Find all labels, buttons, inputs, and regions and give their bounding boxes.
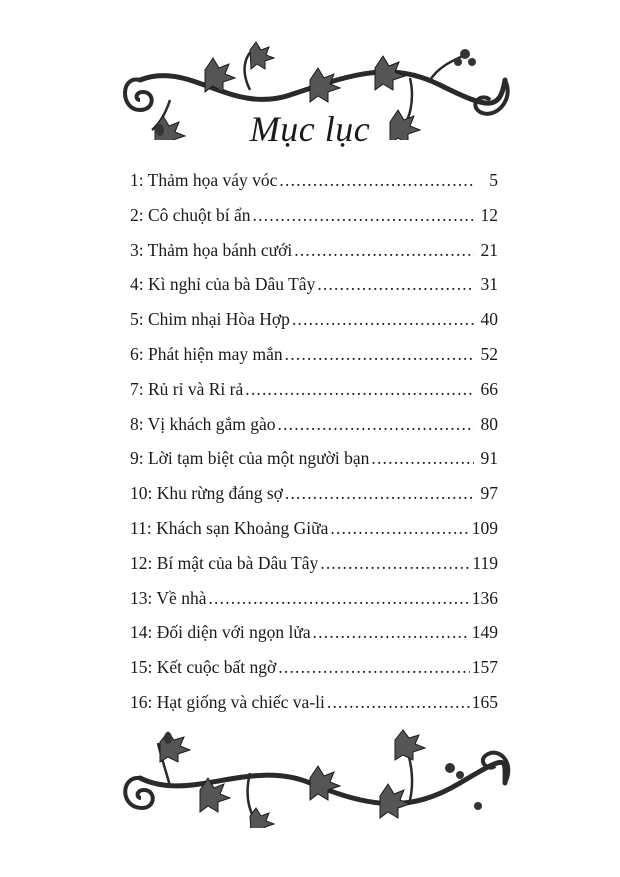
toc-entry-page: 12 [480,204,498,225]
bottom-vine-ornament [110,728,520,828]
toc-entry-page: 97 [480,483,498,504]
toc-leader-dots [245,379,474,400]
toc-leader-dots [285,344,474,365]
toc-entry-label: 7: Rủ rỉ và Rỉ rả [130,378,244,399]
toc-leader-dots [320,553,470,574]
toc-entry-page: 52 [480,343,498,364]
table-of-contents [130,170,498,727]
toc-entry[interactable] [130,588,498,623]
toc-entry-label: 16: Hạt giống và chiếc va-li [130,691,325,712]
toc-entry-page: 66 [480,378,498,399]
toc-entry-label: 3: Thảm họa bánh cưới [130,239,293,260]
toc-entry-label: 11: Khách sạn Khoảng Giữa [130,517,329,538]
toc-entry[interactable] [130,205,498,240]
toc-entry-label: 9: Lời tạm biệt của một người bạn [130,448,370,469]
toc-entry[interactable] [130,483,498,518]
toc-entry-page: 119 [472,552,498,573]
toc-entry-label: 6: Phát hiện may mắn [130,343,283,364]
toc-entry-page: 91 [480,448,498,469]
toc-entry[interactable] [130,379,498,414]
toc-entry-page: 80 [480,413,498,434]
toc-entry[interactable] [130,448,498,483]
toc-entry[interactable] [130,344,498,379]
toc-leader-dots [330,518,469,539]
toc-entry-label: 5: Chim nhại Hòa Hợp [130,309,290,330]
toc-entry-page: 40 [480,309,498,330]
toc-entry-page: 157 [471,657,498,678]
toc-entry-page: 136 [471,587,498,608]
toc-leader-dots [277,414,474,435]
toc-leader-dots [371,448,474,469]
toc-entry-label: 8: Vị khách gắm gào [130,413,276,434]
toc-leader-dots [279,170,474,191]
toc-entry-page: 31 [480,274,498,295]
toc-leader-dots [285,483,474,504]
toc-entry-page: 149 [471,622,498,643]
toc-entry[interactable] [130,170,498,205]
toc-entry-page: 21 [480,239,498,260]
toc-entry[interactable] [130,657,498,692]
toc-leader-dots [208,588,469,609]
toc-leader-dots [294,240,474,261]
toc-leader-dots [253,205,474,226]
toc-entry-label: 2: Cô chuột bí ẩn [130,204,251,225]
toc-entry-label: 4: Kì nghỉ của bà Dâu Tây [130,274,316,295]
toc-entry[interactable] [130,309,498,344]
toc-entry[interactable] [130,692,498,727]
toc-leader-dots [317,274,474,295]
toc-leader-dots [278,657,469,678]
toc-leader-dots [313,622,470,643]
toc-entry-page: 109 [471,517,498,538]
toc-entry-label: 12: Bí mật của bà Dâu Tây [130,552,319,573]
toc-entry[interactable] [130,518,498,553]
toc-leader-dots [327,692,470,713]
toc-entry-label: 15: Kết cuộc bất ngờ [130,657,277,678]
toc-entry-label: 13: Về nhà [130,587,207,608]
toc-entry[interactable] [130,553,498,588]
toc-entry[interactable] [130,240,498,275]
toc-entry-label: 14: Đối diện với ngọn lửa [130,622,311,643]
toc-entry[interactable] [130,414,498,449]
toc-entry-page: 165 [471,691,498,712]
toc-entry-page: 5 [489,170,498,190]
toc-entry-label: 10: Khu rừng đáng sợ [130,483,283,504]
page-title: Mục lục [249,109,371,149]
toc-entry[interactable] [130,622,498,657]
toc-leader-dots [292,309,474,330]
toc-entry[interactable] [130,274,498,309]
toc-entry-label: 1: Thảm họa váy vóc [130,170,278,190]
